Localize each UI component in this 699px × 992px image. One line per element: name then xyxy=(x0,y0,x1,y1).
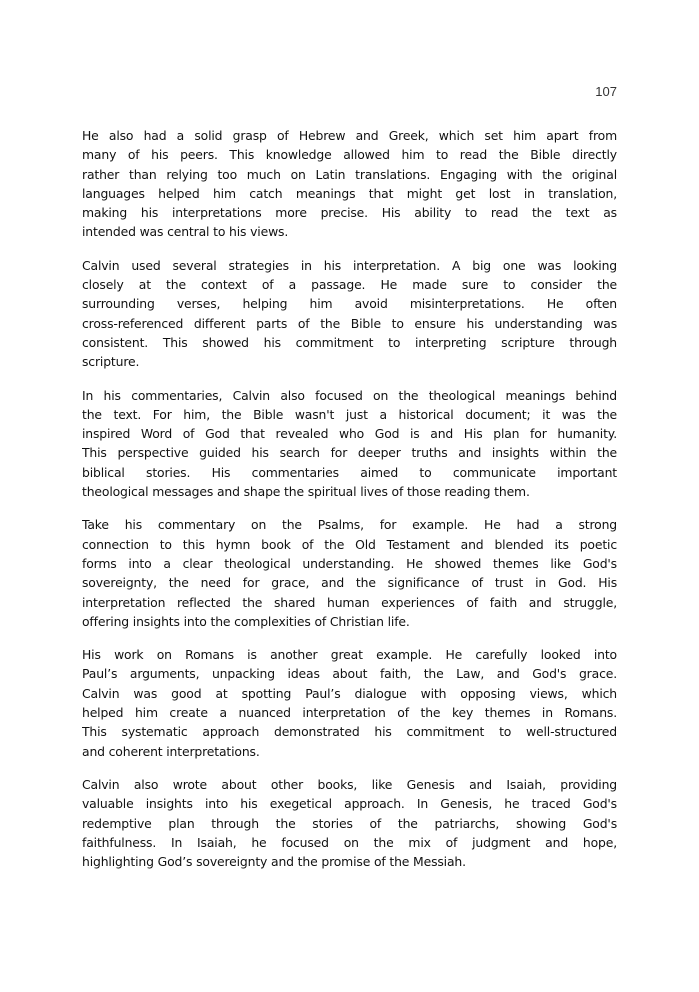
text-line: In his commentaries, Calvin also focused on the theological meanings behind xyxy=(82,387,617,403)
text-line: closely at the context of a passage. He made sure to consider the xyxy=(82,277,617,293)
text-line: This perspective guided his search for deeper truths and insights within the xyxy=(82,445,617,461)
text-line: languages helped him catch meanings that might get lost in translation, xyxy=(82,185,617,201)
paragraph xyxy=(82,515,617,631)
text-line: connection to this hymn book of the Old Testament and blended its poetic xyxy=(82,536,617,552)
body-text xyxy=(82,126,617,885)
text-line: He also had a solid grasp of Hebrew and Greek, which set him apart from xyxy=(82,128,617,143)
text-line: This systematic approach demonstrated his commitment to well-structured xyxy=(82,724,617,740)
text-line: scripture. xyxy=(82,354,140,370)
text-line: many of his peers. This knowledge allowed him to read the Bible directly xyxy=(82,147,617,163)
text-line: highlighting God’s sovereignty and the promise of the Messiah. xyxy=(82,854,466,870)
text-line: biblical stories. His commentaries aimed to communicate important xyxy=(82,464,617,480)
text-line: interpretation reflected the shared human experiences of faith and struggle, xyxy=(82,594,617,610)
text-line: Calvin was good at spotting Paul’s dialogue with opposing views, which xyxy=(82,685,617,701)
text-line: and coherent interpretations. xyxy=(82,743,260,759)
text-line: redemptive plan through the stories of the patriarchs, showing God's xyxy=(82,815,617,831)
text-line: helped him create a nuanced interpretation of the key themes in Romans. xyxy=(82,705,617,721)
page-number: 107 xyxy=(595,84,617,99)
text-line: inspired Word of God that revealed who God is and His plan for humanity. xyxy=(82,426,617,442)
text-line: cross-referenced different parts of the Bible to ensure his understanding was xyxy=(82,315,617,331)
text-line: the text. For him, the Bible wasn't just a historical document; it was the xyxy=(82,406,617,422)
text-line: surrounding verses, helping him avoid misinterpretations. He often xyxy=(82,296,617,312)
text-line: Take his commentary on the Psalms, for example. He had a strong xyxy=(82,517,617,533)
paragraph xyxy=(82,256,617,372)
paragraph xyxy=(82,775,617,871)
paragraph xyxy=(82,645,617,761)
text-line: theological messages and shape the spiritual lives of those reading them. xyxy=(82,484,530,500)
paragraph xyxy=(82,386,617,502)
text-line: Calvin also wrote about other books, like Genesis and Isaiah, providing xyxy=(82,776,617,792)
text-line: Calvin used several strategies in his interpretation. A big one was looking xyxy=(82,257,617,273)
text-line: faithfulness. In Isaiah, he focused on the mix of judgment and hope, xyxy=(82,834,617,850)
text-line: making his interpretations more precise. His ability to read the text as xyxy=(82,205,617,221)
text-line: offering insights into the complexities of Christian life. xyxy=(82,613,410,629)
paragraph xyxy=(82,126,617,242)
text-line: forms into a clear theological understanding. He showed themes like God's xyxy=(82,555,617,571)
text-line: His work on Romans is another great example. He carefully looked into xyxy=(82,647,617,663)
text-line: rather than relying too much on Latin translations. Engaging with the original xyxy=(82,166,617,182)
text-line: consistent. This showed his commitment to interpreting scripture through xyxy=(82,334,617,350)
text-line: Paul’s arguments, unpacking ideas about faith, the Law, and God's grace. xyxy=(82,666,617,682)
text-line: sovereignty, the need for grace, and the significance of trust in God. His xyxy=(82,575,617,591)
text-line: intended was central to his views. xyxy=(82,224,289,240)
text-line: valuable insights into his exegetical approach. In Genesis, he traced God's xyxy=(82,796,617,812)
